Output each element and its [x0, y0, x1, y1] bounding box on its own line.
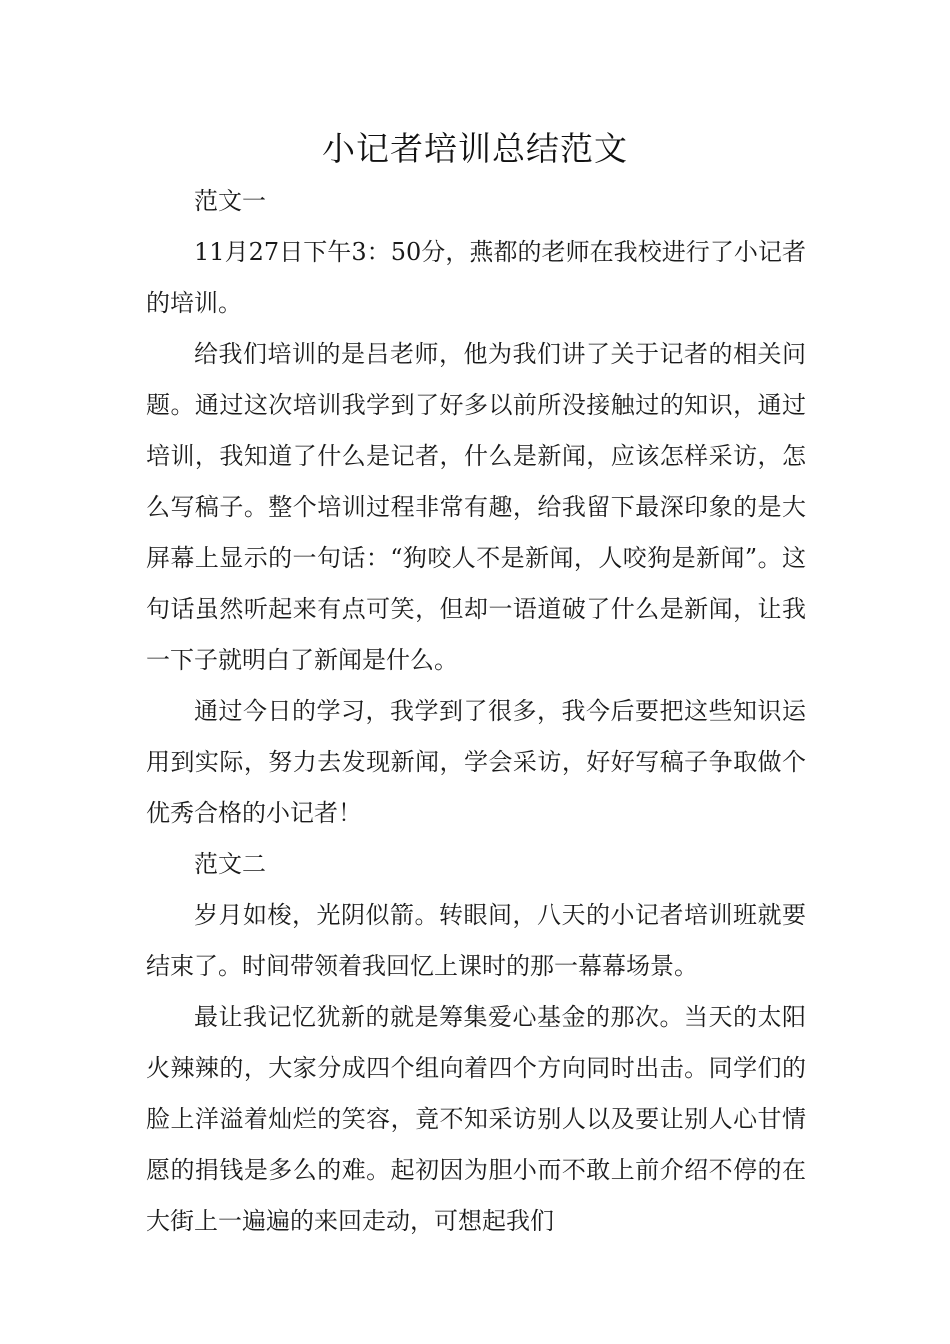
- document-body: [146, 176, 806, 1247]
- paragraph: 11月27日下午3：50分，燕都的老师在我校进行了小记者的培训。: [146, 238, 806, 317]
- section-heading-1: 范文一: [194, 187, 266, 215]
- paragraph: 岁月如梭，光阴似箭。转眼间，八天的小记者培训班就要结束了。时间带领着我回忆上课时的那一幕幕场景。: [146, 901, 806, 980]
- paragraph: 给我们培训的是吕老师，他为我们讲了关于记者的相关问题。通过这次培训我学到了好多以前所没接触过的知识，通过培训，我知道了什么是记者，什么是新闻，应该怎样采访，怎么写稿子。整个培训过程非常有趣，给我留下最深印象的是大屏幕上显示的一句话：“狗咬人不是新闻，人咬狗是新闻”。这句话虽然听起来有点可笑，但却一语道破了什么是新闻，让我一下子就明白了新闻是什么。: [146, 340, 806, 674]
- paragraph: 最让我记忆犹新的就是筹集爱心基金的那次。当天的太阳火辣辣的，大家分成四个组向着四个方向同时出击。同学们的脸上洋溢着灿烂的笑容，竟不知采访别人以及要让别人心甘情愿的捐钱是多么的难。起初因为胆小而不敢上前介绍不停的在大街上一遍遍的来回走动，可想起我们: [146, 1003, 806, 1235]
- section-heading-2: 范文二: [194, 850, 266, 878]
- document-title: 小记者培训总结范文: [322, 129, 628, 168]
- paragraph: 通过今日的学习，我学到了很多，我今后要把这些知识运用到实际，努力去发现新闻，学会采访，好好写稿子争取做个优秀合格的小记者！: [146, 697, 806, 827]
